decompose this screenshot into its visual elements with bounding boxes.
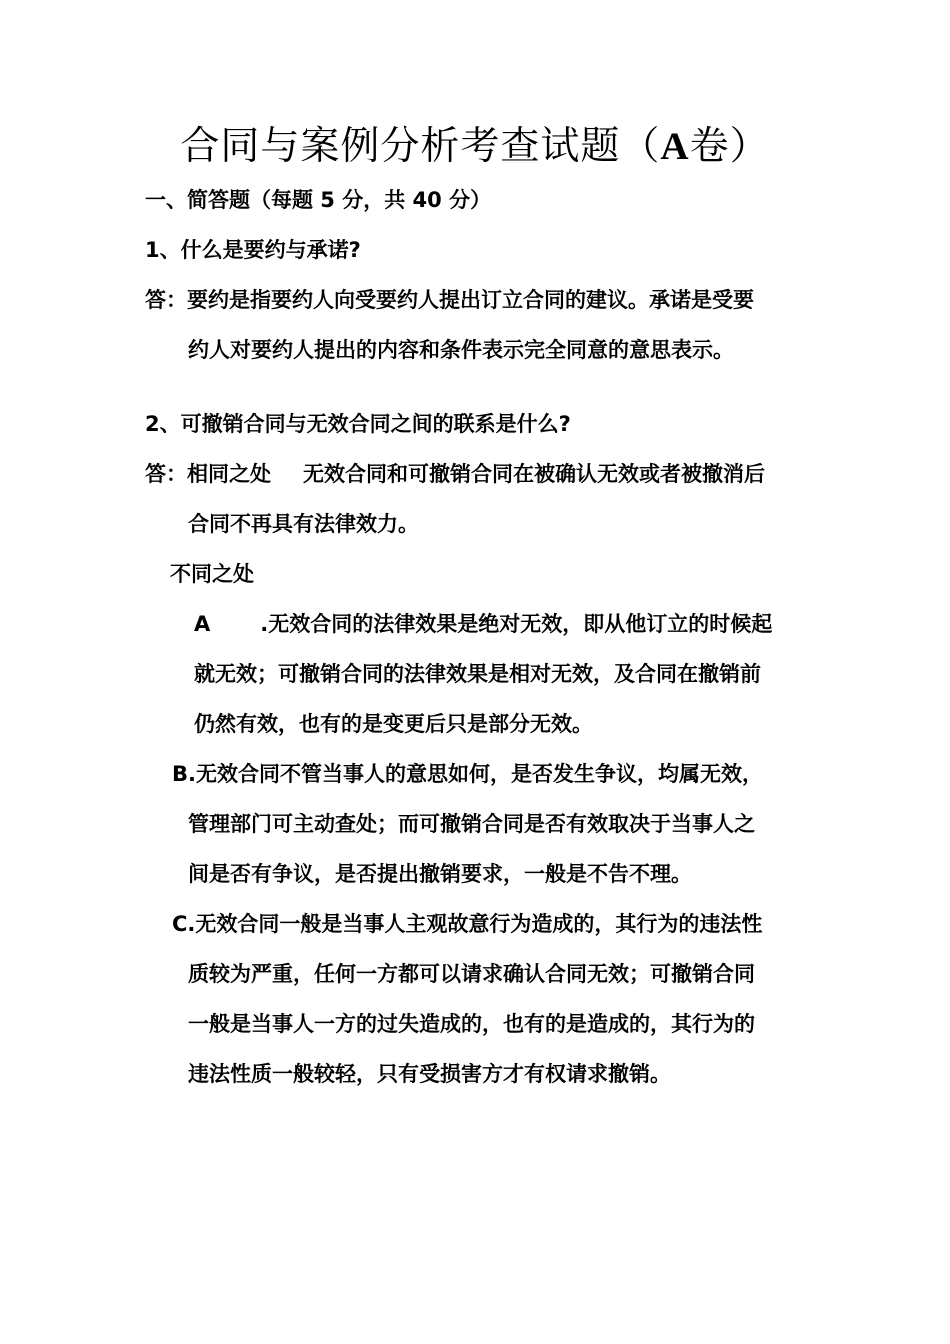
point-a-line-2: 就无效；可撤销合同的法律效果是相对无效，及合同在撤销前 [194, 662, 761, 686]
answer-2-line-1 [145, 460, 765, 488]
title-text-latin: A [660, 125, 690, 168]
title-text-part1: 合同与案例分析考查试题（ [180, 124, 661, 169]
answer-1-line-2: 约人对要约人提出的内容和条件表示完全同意的意思表示。 [188, 338, 734, 362]
point-a-line-3: 仍然有效，也有的是变更后只是部分无效。 [194, 712, 593, 736]
point-c-line-1: C.无效合同一般是当事人主观故意行为造成的，其行为的违法性 [172, 912, 763, 936]
point-a-line-1 [194, 610, 772, 638]
answer-2-line-2: 合同不再具有法律效力。 [188, 512, 419, 536]
point-b-line-3: 间是否有争议，是否提出撤销要求，一般是不告不理。 [188, 862, 692, 886]
section-heading: 一、简答题（每题 5 分，共 40 分） [145, 188, 492, 212]
point-c-line-2: 质较为严重，任何一方都可以请求确认合同无效；可撤销合同 [188, 962, 755, 986]
differences-heading: 不同之处 [170, 562, 254, 586]
question-2: 2、可撤销合同与无效合同之间的联系是什么? [145, 412, 571, 436]
answer-2-line-1-rest: 无效合同和可撤销合同在被确认无效或者被撤消后 [303, 462, 765, 486]
point-c-line-3: 一般是当事人一方的过失造成的，也有的是造成的，其行为的 [188, 1012, 755, 1036]
answer-1-line-1: 答：要约是指要约人向受要约人提出订立合同的建议。承诺是受要 [145, 288, 754, 312]
title-text-part2: 卷） [689, 124, 770, 169]
question-1: 1、什么是要约与承诺? [145, 238, 361, 262]
point-a-text: .无效合同的法律效果是绝对无效，即从他订立的时候起 [260, 612, 773, 636]
point-a-label: A [194, 612, 211, 636]
point-b-line-2: 管理部门可主动查处；而可撤销合同是否有效取决于当事人之 [188, 812, 755, 836]
answer-2-prefix: 答：相同之处 [145, 462, 271, 486]
point-c-line-4: 违法性质一般较轻，只有受损害方才有权请求撤销。 [188, 1062, 671, 1086]
point-b-line-1: B.无效合同不管当事人的意思如何，是否发生争议，均属无效， [172, 762, 763, 786]
document-title [0, 122, 950, 172]
